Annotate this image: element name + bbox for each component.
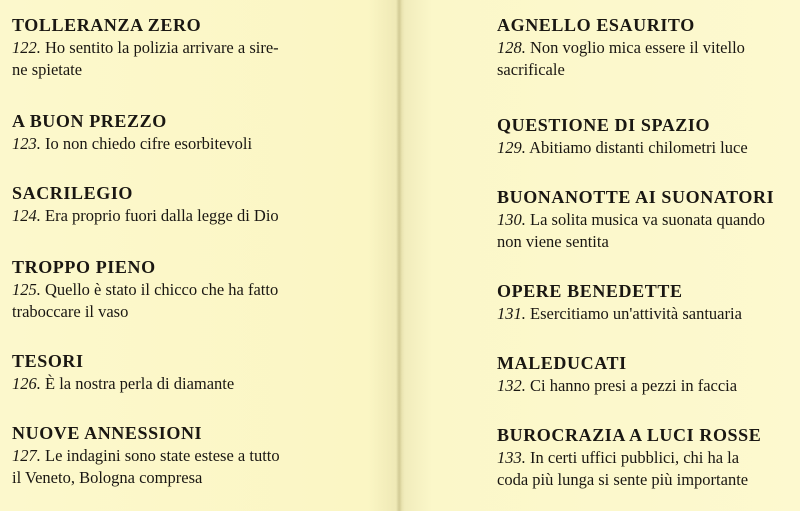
entry-title: SACRILEGIO <box>12 183 134 203</box>
entry-number: 123. <box>12 134 41 153</box>
entry-body: Esercitiamo un'attività santuaria <box>525 304 742 323</box>
entry-body: Ci hanno presi a pezzi in faccia <box>525 376 738 395</box>
entry-title: MALEDUCATI <box>497 353 627 373</box>
entry-text <box>497 447 792 491</box>
entry-text <box>497 137 792 159</box>
entry-title: TROPPO PIENO <box>12 257 156 277</box>
entry-number: 122. <box>12 38 41 57</box>
entry-number: 126. <box>12 374 41 393</box>
entry-title: OPERE BENEDETTE <box>497 281 683 301</box>
entry-title: BUONANOTTE AI SUONATORI <box>497 187 775 207</box>
entry-number: 124. <box>12 206 41 225</box>
entry-number: 125. <box>12 280 41 299</box>
entry-title: BUROCRAZIA A LUCI ROSSE <box>497 425 762 445</box>
entry-body: In certi uffici pubblici, chi ha la coda più lunga si sente più importante <box>497 448 749 489</box>
entry-text <box>12 373 384 395</box>
entry-text <box>12 279 384 323</box>
entry-number: 127. <box>12 446 41 465</box>
entry-131 <box>497 280 792 325</box>
entry-number: 131. <box>497 304 526 323</box>
entry-title: NUOVE ANNESSIONI <box>12 423 203 443</box>
entry-body: La solita musica va suonata quando non viene sentita <box>497 210 766 251</box>
entry-title: TOLLERANZA ZERO <box>12 15 202 35</box>
entry-133 <box>497 424 792 491</box>
entry-body: Abitiamo distanti chilometri luce <box>525 138 748 157</box>
entry-title: TESORI <box>12 351 84 371</box>
entry-128 <box>497 14 792 81</box>
entry-text <box>12 205 384 227</box>
entry-body: Non voglio mica essere il vitello sacrificale <box>497 38 745 79</box>
entry-number: 132. <box>497 376 526 395</box>
entry-text <box>497 303 792 325</box>
entry-body: Le indagini sono state estese a tutto il Veneto, Bologna compresa <box>12 446 280 487</box>
entry-text <box>497 209 792 253</box>
entry-130 <box>497 186 792 253</box>
entry-123 <box>12 110 384 155</box>
entry-132 <box>497 352 792 397</box>
entry-number: 133. <box>497 448 526 467</box>
entry-text <box>497 375 792 397</box>
entry-number: 128. <box>497 38 526 57</box>
entry-129 <box>497 114 792 159</box>
entry-body: Ho sentito la polizia arrivare a sire- ne spietate <box>12 38 279 79</box>
entry-126 <box>12 350 384 395</box>
entry-body: È la nostra perla di diamante <box>40 374 235 393</box>
entry-title: AGNELLO ESAURITO <box>497 15 695 35</box>
entry-number: 129. <box>497 138 526 157</box>
entry-127 <box>12 422 384 489</box>
entry-text <box>497 37 792 81</box>
entry-body: Quello è stato il chicco che ha fatto traboccare il vaso <box>12 280 279 321</box>
entry-body: Io non chiedo cifre esorbitevoli <box>40 134 253 153</box>
entry-125 <box>12 256 384 323</box>
book-gutter <box>396 0 402 511</box>
entry-title: QUESTIONE DI SPAZIO <box>497 115 711 135</box>
entry-number: 130. <box>497 210 526 229</box>
entry-body: Era proprio fuori dalla legge di Dio <box>40 206 279 225</box>
entry-124 <box>12 182 384 227</box>
entry-text <box>12 133 384 155</box>
entry-122 <box>12 14 384 81</box>
entry-title: A BUON PREZZO <box>12 111 167 131</box>
entry-text <box>12 37 384 81</box>
entry-text <box>12 445 384 489</box>
